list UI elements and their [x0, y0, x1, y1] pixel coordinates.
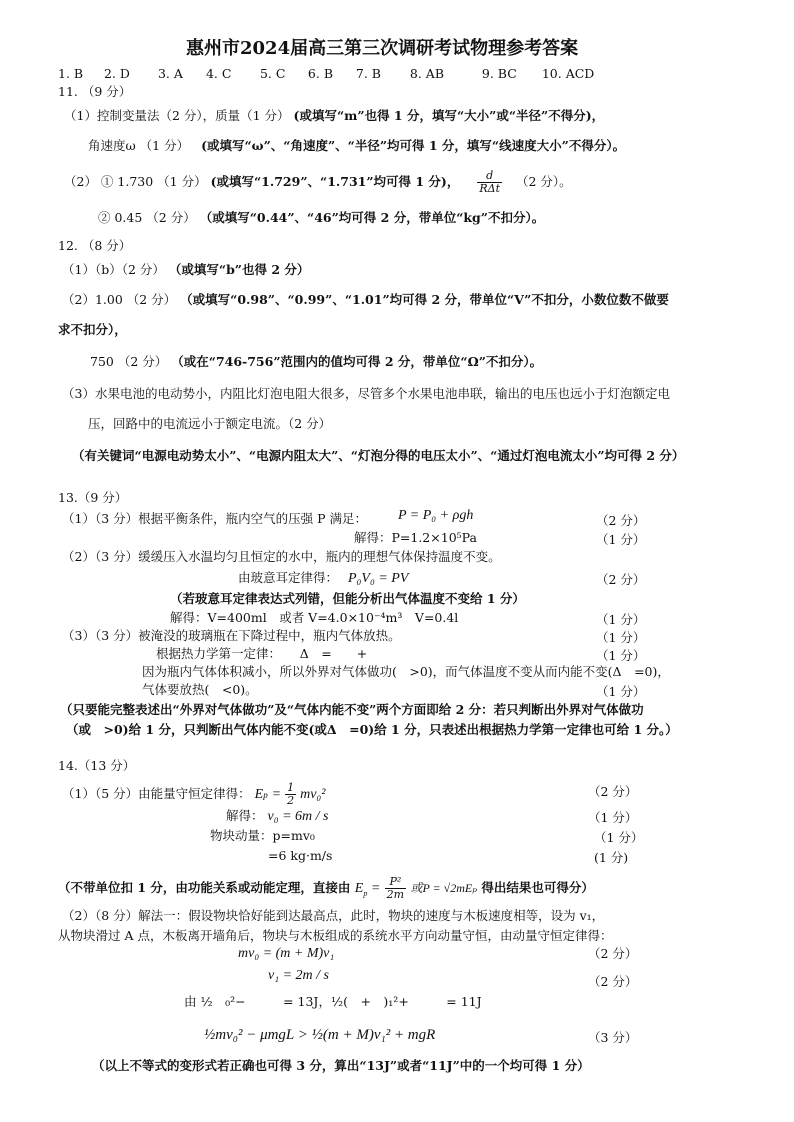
q14-score: （3 分） — [588, 1030, 638, 1045]
q13-score: （2 分） — [596, 572, 646, 587]
q13-score: （1 分） — [596, 532, 646, 547]
q14-score: （2 分） — [588, 946, 638, 961]
q11-score: （2 分）。 — [515, 174, 572, 190]
mc-answer-row — [58, 66, 594, 81]
q14-line: 物块动量：p=mv₀ — [210, 828, 315, 843]
mc-answer: 6. B — [307, 66, 334, 81]
q11-note: (或填写“m”也得 1 分，填写“大小”或“半径”不得分)， — [293, 108, 605, 123]
q13-equation: P₀V₀ = PV — [348, 571, 409, 586]
q12-line — [90, 354, 542, 369]
q14-score: (1 分) — [594, 850, 629, 865]
fraction-denominator: RΔt — [479, 182, 500, 196]
q13-line: 根据热力学第一定律： Δ = + — [156, 646, 368, 661]
q12-line-text: 750 （2 分） — [90, 354, 168, 369]
q11-line — [98, 210, 544, 225]
q12-line: 压，回路中的电流远小于额定电流。（2 分） — [88, 416, 332, 431]
q13-line: 气体要放热( <0)。 — [142, 682, 258, 697]
q11-line — [64, 170, 572, 195]
q14-note: （以上不等式的变形式若正确也可得 3 分，算出“13J”或者“11J”中的一个均可得 1 分） — [92, 1058, 590, 1073]
page-title: 惠州市2024届高三第三次调研考试物理参考答案 — [186, 38, 579, 59]
mc-answer: 4. C — [205, 66, 232, 81]
q12-note: （有关键词“电源电动势太小”、“电源内阻太大”、“灯泡分得的电压太小”、“通过灯泡电流太小”均可得 2 分） — [72, 448, 685, 463]
q14-inequality: ½mv₀² − μmgL > ½(m + M)v₁² + mgR — [204, 1027, 436, 1043]
q14-header: 14.（13 分） — [58, 758, 136, 773]
q14-equation: v₁ = 2m / s — [268, 968, 329, 983]
q13-note: （只要能完整表述出“外界对气体做功”及“气体内能不变”两个方面即给 2 分：若只判断出外界对气体做功 — [60, 702, 644, 717]
mc-answer: 5. C — [259, 66, 286, 81]
q14-equation: v₀ = 6m / s — [267, 809, 329, 824]
q13-score: （2 分） — [596, 513, 646, 528]
q14-line: （2）（8 分）解法一：假设物块恰好能到达最高点，此时，物块的速度与木板速度相等，设为 v₁， — [62, 908, 605, 923]
q14-score: （1 分） — [588, 810, 638, 825]
q14-score: （1 分） — [594, 830, 644, 845]
q14-equation-part: E — [254, 787, 264, 803]
mc-answer: 3. A — [157, 66, 183, 81]
q14-score: （2 分） — [588, 974, 638, 989]
q14-note: （不带单位扣 1 分，由功能关系或动能定理，直接由 $E_p$ = $\frac{\text{P²}}{2m}$ 或P = √2mEₚ 得出结果也可得分） — [58, 875, 594, 902]
q11-line-text: （1）控制变量法（2 分），质量（1 分） — [64, 108, 290, 123]
q12-line — [62, 292, 669, 307]
q13-score: （1 分） — [596, 612, 646, 627]
q14-note-text: （不带单位扣 1 分，由功能关系或动能定理，直接由 — [58, 880, 351, 896]
q11-note: (或填写“1.729”、“1.731”均可得 1 分)， — [210, 174, 460, 190]
q11-note: （或填写“0.44”、“46”均可得 2 分，带单位“kg”不扣分）。 — [199, 210, 545, 225]
q13-line-text: 由玻意耳定律得： — [238, 570, 339, 585]
q13-line: 解得：P=1.2×10⁵Pa — [354, 530, 477, 545]
q12-line-text: （2）1.00 （2 分） — [62, 292, 177, 307]
q13-line: （1）（3 分）根据平衡条件，瓶内空气的压强 P 满足： — [62, 511, 367, 526]
q11-note: (或填写“ω”、“角速度”、“半径”均可得 1 分，填写“线速度大小”不得分）。 — [201, 138, 626, 153]
mc-answer: 1. B — [58, 66, 84, 81]
q13-header: 13.（9 分） — [58, 490, 128, 505]
q13-score: （1 分） — [596, 630, 646, 645]
q11-header: 11. （9 分） — [58, 84, 132, 99]
q11-line — [64, 108, 604, 123]
q14-line: （1）（5 分）由能量守恒定律得： Ep = $\frac{1}{2}$ mv₀² — [62, 781, 326, 808]
q14-score: （2 分） — [588, 784, 638, 799]
mc-answer: 8. AB — [409, 66, 445, 81]
mc-answer: 7. B — [355, 66, 381, 81]
q13-score: （1 分） — [596, 648, 646, 663]
q12-note: （或在“746-756”范围内的值均可得 2 分，带单位“Ω”不扣分）。 — [171, 354, 543, 369]
q13-equation: P = P₀ + ρgh — [398, 508, 474, 523]
q14-equation: mv₀ = (m + M)v₁ — [238, 946, 335, 961]
q13-line: 解得：V=400ml 或者 V=4.0×10⁻⁴m³ V=0.4l — [170, 610, 459, 625]
q13-note: （若玻意耳定律表达式列错，但能分析出气体温度不变给 1 分） — [170, 591, 525, 606]
q14-note-equation: 或P = √2mEₚ — [410, 881, 478, 896]
q12-note: （或填写“0.98”、“0.99”、“1.01”均可得 2 分，带单位“V”不扣分，小数位数不做要 — [180, 292, 669, 307]
fraction-numerator: d — [477, 170, 502, 183]
q14-line: 从物块滑过 A 点，木板离开墙角后，物块与木板组成的系统水平方向动量守恒，由动量守恒定律得： — [58, 928, 613, 943]
q14-line — [226, 808, 328, 826]
mc-answer: 10. ACD — [541, 66, 595, 81]
fraction-d-over-rdt — [477, 170, 502, 195]
q14-line-text: （1）（5 分）由能量守恒定律得： — [62, 786, 251, 802]
fraction-one-half: $\frac{1}{2}$ — [287, 781, 295, 808]
q12-line-text: （1）（b）（2 分） — [62, 262, 165, 277]
q14-line: =6 kg·m/s — [268, 848, 333, 863]
q11-line-text: ② 0.45 （2 分） — [98, 210, 196, 225]
q11-line — [88, 138, 625, 153]
q13-line: （2）（3 分）缓缓压入水温均匀且恒定的水中，瓶内的理想气体保持温度不变。 — [62, 549, 501, 564]
q13-note: （或 >0)给 1 分，只判断出气体内能不变(或Δ =0)给 1 分，只表述出根据热力学第一定律也可给 1 分。） — [66, 722, 678, 737]
q14-equation-part: mv₀² — [300, 787, 326, 803]
q12-line — [62, 262, 309, 277]
mc-answer: 2. D — [103, 66, 130, 81]
q14-note-text: 得出结果也可得分） — [481, 880, 594, 896]
q11-line-text: 角速度ω （1 分） — [88, 138, 190, 153]
q14-line: 由 ½ ₀²− = 13J，½( + )₁²+ = 11J — [184, 994, 482, 1009]
mc-answer: 9. BC — [481, 66, 517, 81]
q14-equation-part: = — [271, 787, 282, 803]
q11-line-text: （2） ① 1.730 （1 分） — [64, 174, 207, 190]
q13-line — [238, 570, 408, 588]
q12-line: （3）水果电池的电动势小，内阻比灯泡电阻大很多，尽管多个水果电池串联，输出的电压也远小于灯泡额定电 — [62, 386, 670, 401]
q13-line: （3）（3 分）被淹没的玻璃瓶在下降过程中，瓶内气体放热。 — [62, 628, 401, 643]
q12-note: （或填写“b”也得 2 分） — [168, 262, 310, 277]
q14-line-text: 解得： — [226, 808, 264, 823]
fraction-p2-over-2m: $\frac{\text{P²}}{2m}$ — [386, 875, 405, 902]
q13-line: 因为瓶内气体体积减小，所以外界对气体做功( >0)，而气体温度不变从而内能不变(Δ =0)， — [142, 664, 670, 679]
q13-score: （1 分） — [596, 684, 646, 699]
q12-note: 求不扣分）， — [58, 322, 127, 337]
q12-header: 12. （8 分） — [58, 238, 132, 253]
